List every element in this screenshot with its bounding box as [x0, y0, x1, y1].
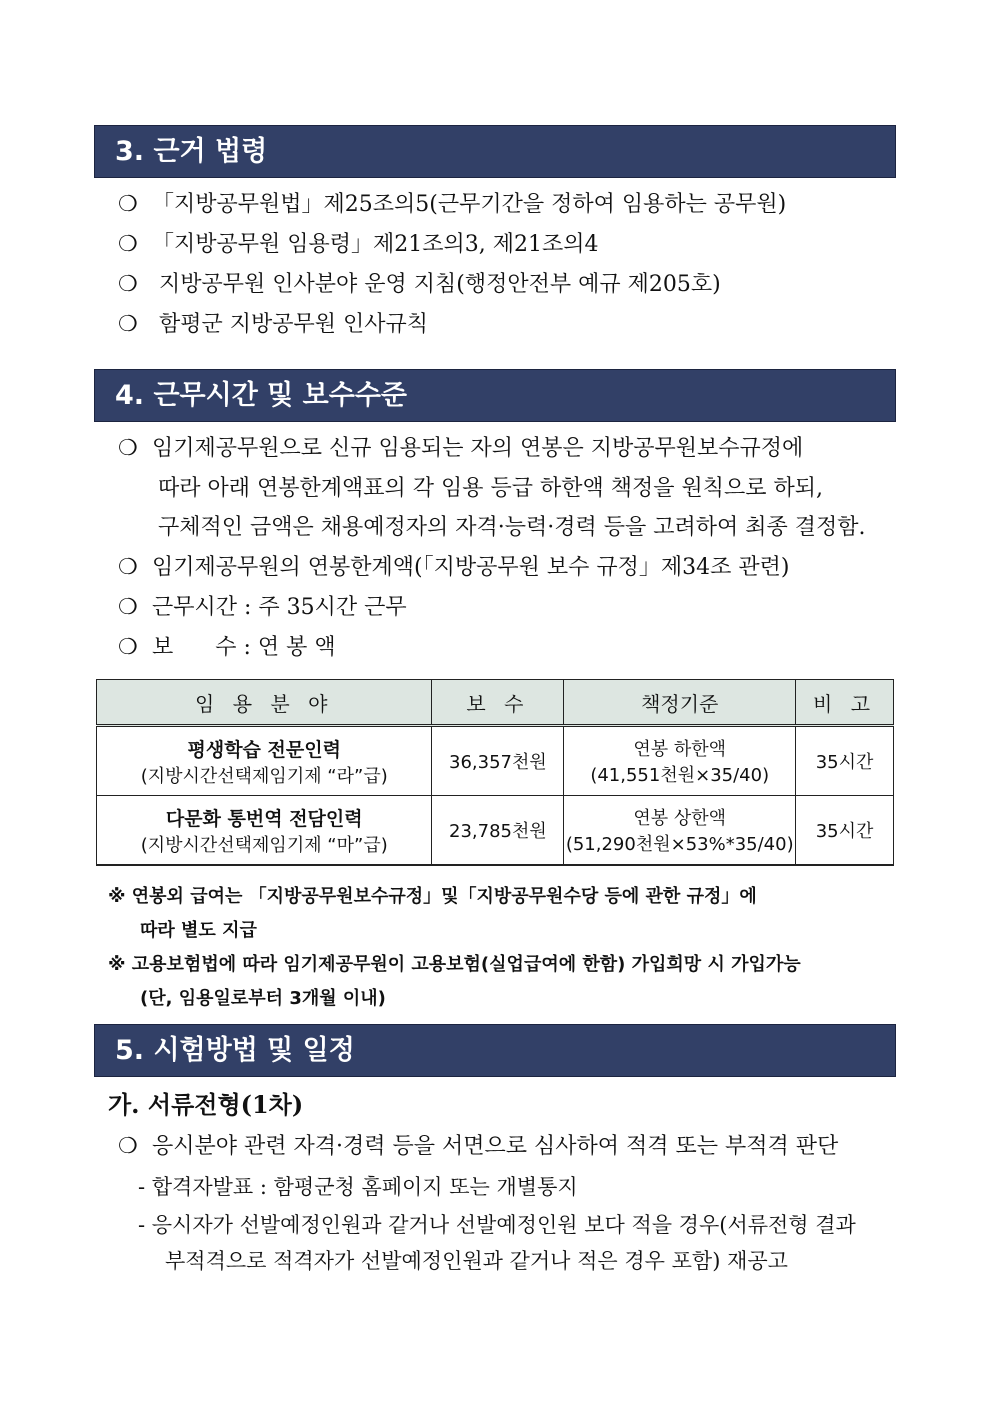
salary-limit-text: 임기제공무원의 연봉한계액(「지방공무원 보수 규정」제34조 관련): [152, 555, 790, 580]
list-item-text: 「지방공무원 임용령」제21조의3, 제21조의4: [152, 232, 599, 257]
bullet-circle-icon: ❍: [118, 272, 138, 297]
section-4-header: 4. 근무시간 및 보수수준: [94, 369, 896, 422]
list-item: [118, 434, 898, 464]
list-item: [118, 633, 898, 663]
salary-principle-line1: 임기제공무원으로 신규 임용되는 자의 연봉은 지방공무원보수규정에: [152, 436, 804, 461]
table-row: [97, 726, 894, 796]
list-item: [118, 553, 898, 583]
cell-basis: [564, 726, 796, 796]
list-item: [118, 1132, 898, 1162]
cell-basis: [564, 796, 796, 866]
re-announce-item: - 응시자가 선발예정인원과 같거나 선발예정인원 보다 적을 경우(서류전형 결과: [138, 1213, 856, 1237]
cell-pay: 23,785천원: [432, 796, 564, 866]
basis-label: 연봉 하한액: [633, 739, 727, 760]
note-extra-pay-cont: 따라 별도 지급: [140, 920, 257, 941]
table-header-row: [97, 680, 894, 726]
header-basis: 책정기준: [564, 680, 796, 726]
bullet-circle-icon: ❍: [118, 436, 138, 461]
cell-note: 35시간: [796, 726, 894, 796]
basis-formula: (41,551천원×35/40): [590, 765, 770, 786]
section-5-header: 5. 시험방법 및 일정: [94, 1024, 896, 1077]
basis-label: 연봉 상한액: [633, 808, 727, 829]
list-item: [118, 190, 898, 220]
cell-note: 35시간: [796, 796, 894, 866]
screening-text: 응시분야 관련 자격·경력 등을 서면으로 심사하여 적격 또는 부적격 판단: [152, 1134, 839, 1159]
subsection-title: 가. 서류전형(1차): [108, 1090, 304, 1119]
list-item-text: 함평군 지방공무원 인사규칙: [152, 312, 429, 337]
note-extra-pay: ※ 연봉외 급여는 「지방공무원보수규정」및「지방공무원수당 등에 관한 규정」에: [108, 886, 757, 907]
pay-text: 보 수 : 연 봉 액: [152, 635, 336, 660]
bullet-circle-icon: ❍: [118, 312, 138, 337]
basis-formula: (51,290천원×53%*35/40): [565, 834, 794, 855]
note-insurance: ※ 고용보험법에 따라 임기제공무원이 고용보험(실업급여에 한함) 가입희망 시 가입가능: [108, 954, 801, 975]
field-name: 다문화 통번역 전담인력: [165, 807, 363, 830]
announcement-item: - 합격자발표 : 함평군청 홈페이지 또는 개별통지: [138, 1175, 578, 1199]
re-announce-item-cont: 부적격으로 적격자가 선발예정인원과 같거나 적은 경우 포함) 재공고: [165, 1249, 788, 1273]
list-item: [118, 270, 898, 300]
bullet-circle-icon: ❍: [118, 192, 138, 217]
field-name: 평생학습 전문인력: [187, 738, 341, 761]
table-row: [97, 796, 894, 866]
list-item: [118, 593, 898, 623]
header-pay: 보 수: [432, 680, 564, 726]
cell-field: [97, 796, 432, 866]
cell-pay: 36,357천원: [432, 726, 564, 796]
bullet-circle-icon: ❍: [118, 232, 138, 257]
note-insurance-cont: (단, 임용일로부터 3개월 이내): [140, 988, 386, 1009]
header-note: 비 고: [796, 680, 894, 726]
list-item: [118, 310, 898, 340]
section-3-header: 3. 근거 법령: [94, 125, 896, 178]
salary-principle-line3: 구체적인 금액은 채용예정자의 자격·능력·경력 등을 고려하여 최종 결정함.: [158, 515, 866, 540]
list-item: [118, 230, 898, 260]
header-field: 임 용 분 야: [97, 680, 432, 726]
salary-table: [96, 679, 894, 866]
bullet-circle-icon: ❍: [118, 635, 138, 660]
bullet-circle-icon: ❍: [118, 595, 138, 620]
list-item-text: 지방공무원 인사분야 운영 지침(행정안전부 예규 제205호): [152, 272, 721, 297]
bullet-circle-icon: ❍: [118, 555, 138, 580]
field-grade: (지방시간선택제임기제 “라”급): [140, 765, 388, 787]
work-hours-text: 근무시간 : 주 35시간 근무: [152, 595, 407, 620]
field-grade: (지방시간선택제임기제 “마”급): [140, 834, 388, 856]
list-item-text: 「지방공무원법」제25조의5(근무기간을 정하여 임용하는 공무원): [152, 192, 787, 217]
cell-field: [97, 726, 432, 796]
salary-principle-line2: 따라 아래 연봉한계액표의 각 임용 등급 하한액 책정을 원칙으로 하되,: [158, 476, 823, 501]
bullet-circle-icon: ❍: [118, 1134, 138, 1159]
